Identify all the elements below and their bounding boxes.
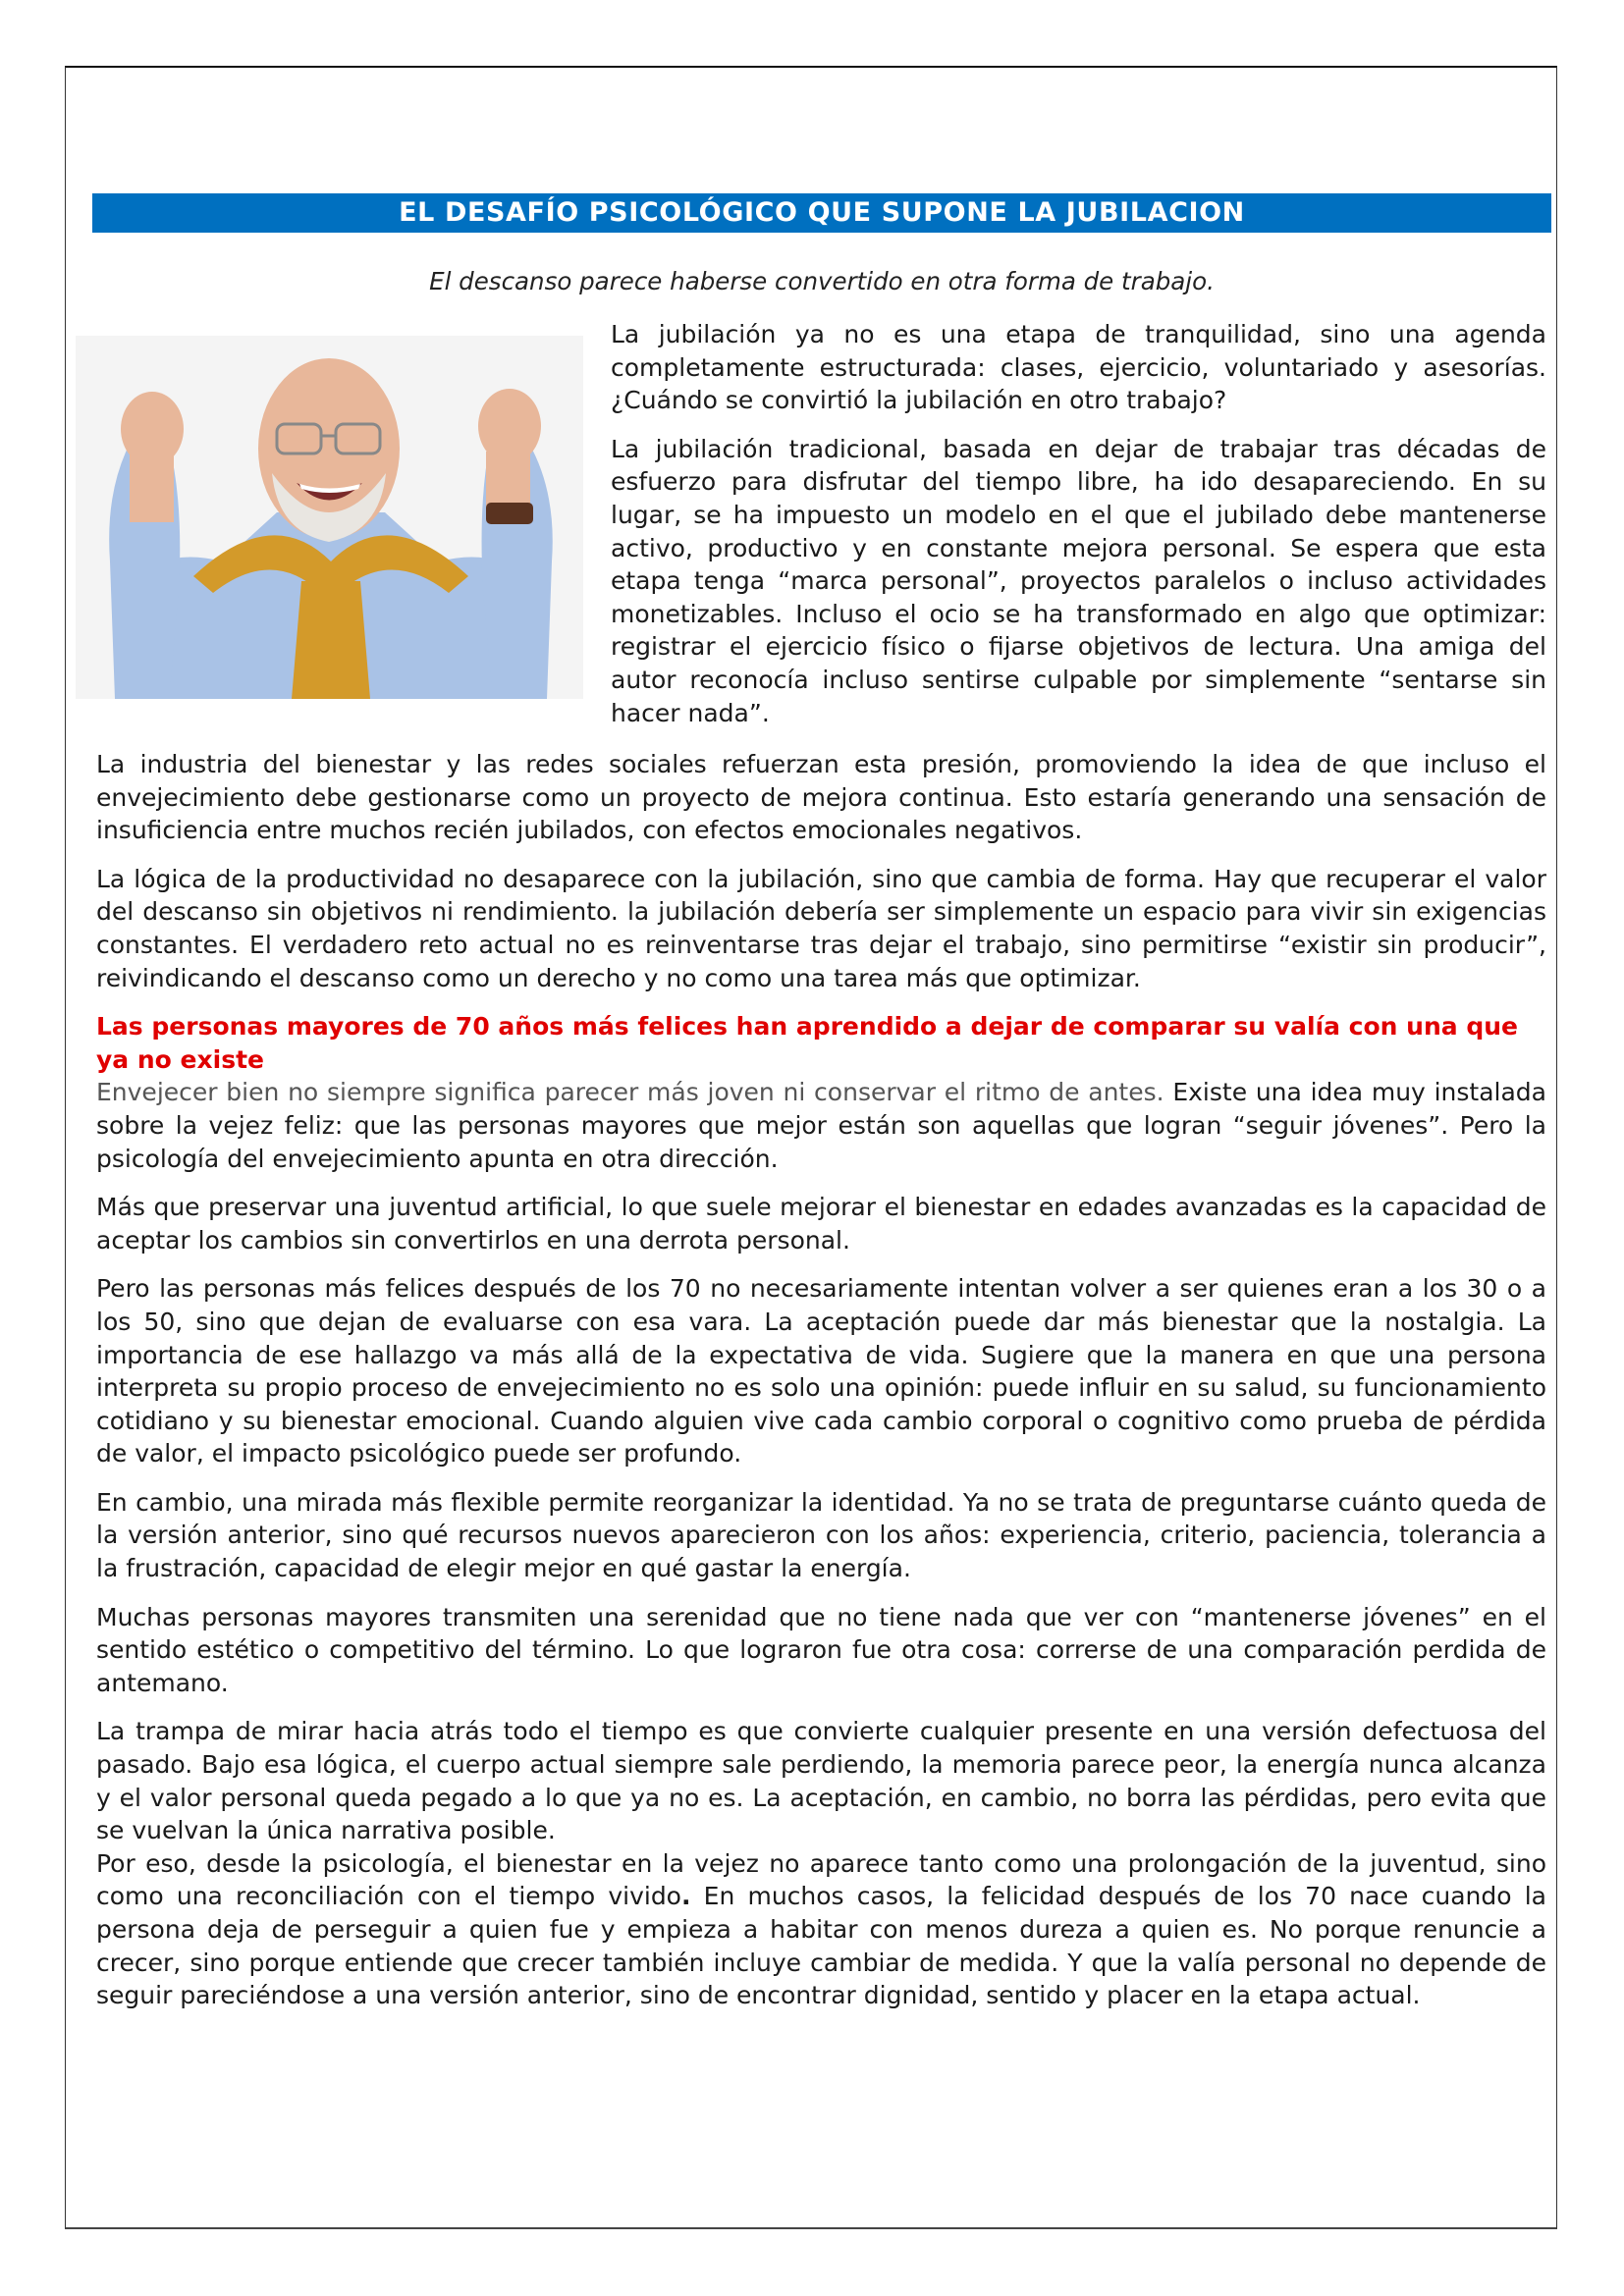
article-title: EL DESAFÍO PSICOLÓGICO QUE SUPONE LA JUBILACION (399, 197, 1245, 228)
body-paragraph: La industria del bienestar y las redes sociales refuerzan esta presión, promoviendo la idea de que incluso el envejecimiento debe gestionarse como un proyecto de mejora continua. Esto estaría generando una sensación de insuficiencia entre muchos recién jubilados, con efectos emocionales negativos. (96, 750, 1546, 845)
lead-rest: Existe una idea muy instalada sobre la vejez feliz: que las personas mayores que mejor están son aquellas que logran “seguir jóvenes”. Pero la psicología del envejecimiento apunta en otra dirección. (96, 1078, 1546, 1173)
photo-happy-retiree (76, 336, 583, 699)
closing-part1: Por eso, desde la psicología, el bienestar en la vejez no aparece tanto como una prolongación de la juventud, sino como una reconciliación con el tiempo vivido (96, 1848, 1546, 1911)
section-paragraph: Pero las personas más felices después de los 70 no necesariamente intentan volver a ser quienes eran a los 30 o a los 50, sino que dejan de evaluarse con esa vara. La aceptación puede dar más bienestar que la nostalgia. La importancia de ese hallazgo va más allá de la expectativa de vida. Sugiere que la manera en que una persona interpreta su propio proceso de envejecimiento no es solo una opinión: puede influir en su salud, su funcionamiento cotidiano y su bienestar emocional. Cuando alguien vive cada cambio corporal o cognitivo como prueba de pérdida de valor, el impacto psicológico puede ser profundo. (96, 1274, 1546, 1468)
article-title-banner (92, 193, 1551, 233)
intro-column (611, 318, 1546, 745)
section-paragraph: En cambio, una mirada más flexible permite reorganizar la identidad. Ya no se trata de preguntarse cuánto queda de la versión anterior, sino qué recursos nuevos aparecieron con los años: experiencia, criterio, paciencia, tolerancia a la frustración, capacidad de elegir mejor en qué gastar la energía. (96, 1487, 1546, 1583)
intro-paragraph: La jubilación tradicional, basada en dejar de trabajar tras décadas de esfuerzo para disfrutar del tiempo libre, ha ido desapareciendo. En su lugar, se ha impuesto un modelo en el que el jubilado debe mantenerse activo, productivo y en constante mejora personal. Se espera que esta etapa tenga “marca personal”, proyectos paralelos o incluso actividades monetizables. Incluso el ocio se ha transformado en algo que optimizar: registrar el ejercicio físico o fijarse objetivos de lectura. Una amiga del autor reconocía incluso sentirse culpable por simplemente “sentarse sin hacer nada”. (611, 434, 1546, 727)
closing-part2: En muchos casos, la felicidad después de los 70 nace cuando la persona deja de perseguir a quien fue y empieza a habitar con menos dureza a quien es. No porque renuncie a crecer, sino porque entiende que crecer también incluye cambiar de medida. Y que la valía personal no depende de seguir pareciéndose a una versión anterior, sino de encontrar dignidad, sentido y placer en la etapa actual. (96, 1882, 1546, 2010)
article-body (96, 748, 1546, 2028)
closing-bold-period: . (680, 1882, 691, 1911)
section-heading: Las personas mayores de 70 años más felices han aprendido a dejar de comparar su valía con una que ya no existe (96, 1012, 1518, 1074)
lead-gray-sentence: Envejecer bien no siempre significa parecer más joven ni conservar el ritmo de antes. (96, 1078, 1164, 1107)
closing-paragraph (96, 1847, 1546, 2012)
section-paragraph: Muchas personas mayores transmiten una serenidad que no tiene nada que ver con “mantenerse jóvenes” en el sentido estético o competitivo del término. Lo que lograron fue otra cosa: correrse de una comparación perdida de antemano. (96, 1602, 1546, 1697)
retiree-illustration-icon (76, 336, 583, 699)
section-paragraph: La trampa de mirar hacia atrás todo el tiempo es que convierte cualquier presente en una versión defectuosa del pasado. Bajo esa lógica, el cuerpo actual siempre sale perdiendo, la memoria parece peor, la energía nunca alcanza y el valor personal queda pegado a lo que ya no es. La aceptación, en cambio, no borra las pérdidas, pero evita que se vuelvan la única narrativa posible. (96, 1717, 1546, 1845)
body-paragraph: La lógica de la productividad no desaparece con la jubilación, sino que cambia de forma. Hay que recuperar el valor del descanso sin objetivos ni rendimiento. la jubilación debería ser simplemente un espacio para vivir sin exigencias constantes. El verdadero reto actual no es reinventarse tras dejar el trabajo, sino permitirse “existir sin producir”, reivindicando el descanso como un derecho y no como una tarea más que optimizar. (96, 864, 1546, 992)
intro-paragraph: La jubilación ya no es una etapa de tranquilidad, sino una agenda completamente estructurada: clases, ejercicio, voluntariado y asesorías. ¿Cuándo se convirtió la jubilación en otro trabajo? (611, 320, 1546, 415)
section-lead-paragraph (96, 1076, 1546, 1175)
section-paragraph: Más que preservar una juventud artificial, lo que suele mejorar el bienestar en edades avanzadas es la capacidad de aceptar los cambios sin convertirlos en una derrota personal. (96, 1193, 1546, 1255)
article-subtitle: El descanso parece haberse convertido en otra forma de trabajo. (429, 267, 1215, 295)
